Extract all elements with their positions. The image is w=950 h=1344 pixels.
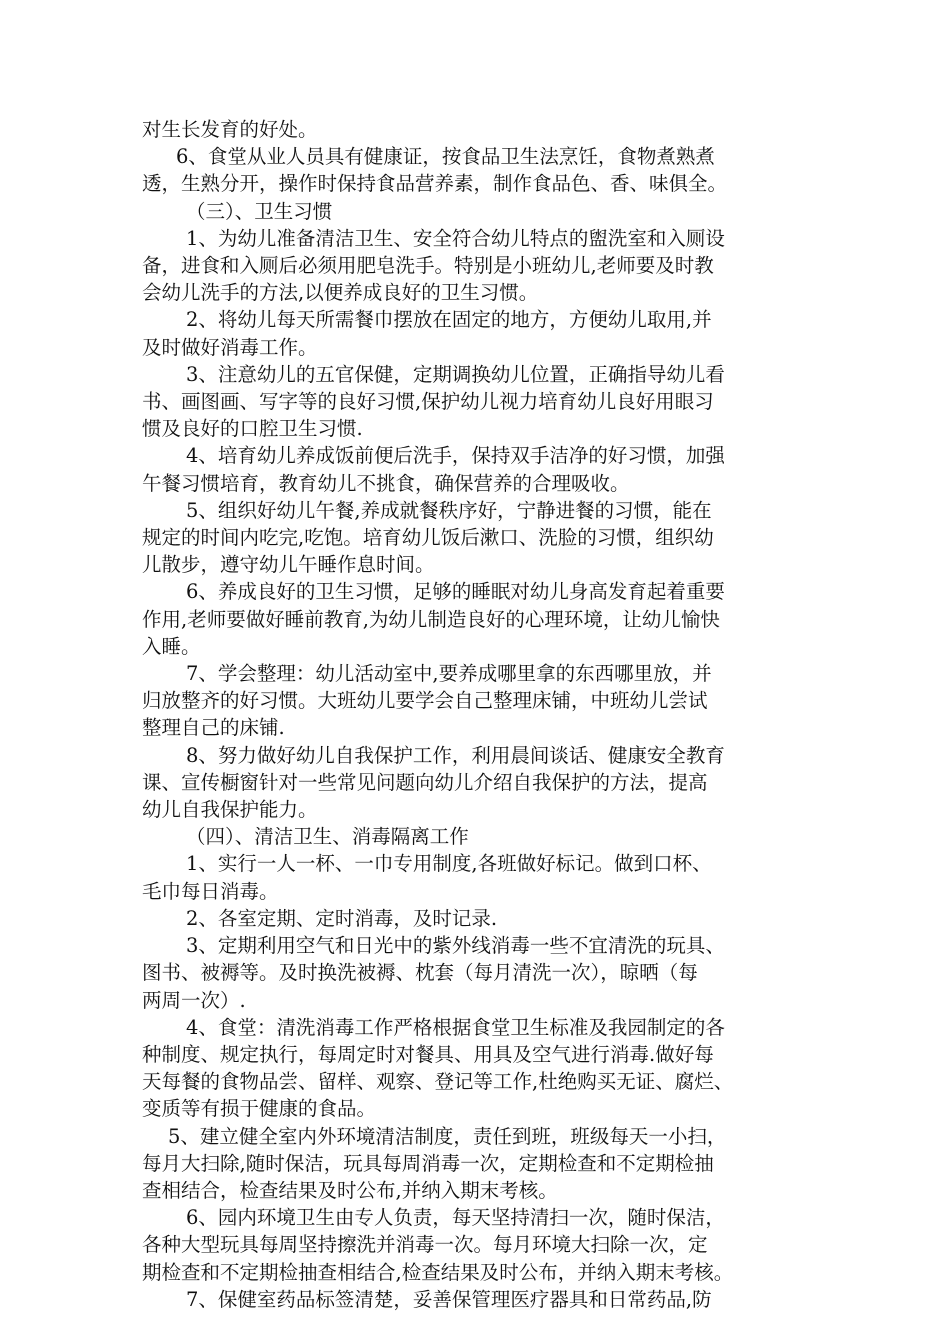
paragraph-line: 整理自己的床铺. (142, 716, 285, 740)
paragraph (142, 905, 822, 932)
paragraph-line: 作用,老师要做好睡前教育,为幼儿制造良好的心理环境，让幼儿愉快 (142, 607, 720, 631)
paragraph (142, 198, 822, 225)
paragraph (142, 1014, 822, 1123)
paragraph (142, 742, 822, 824)
paragraph-line: 5、建立健全室内外环境清洁制度，责任到班，班级每天一小扫， (168, 1124, 727, 1148)
paragraph-line: 午餐习惯培育，教育幼儿不挑食，确保营养的合理吸收。 (142, 471, 630, 495)
paragraph-line: 7、保健室药品标签清楚，妥善保管理医疗器具和日常药品,防 (186, 1287, 712, 1311)
paragraph-line: 书、画图画、写字等的良好习惯,保护幼儿视力培育幼儿良好用眼习 (142, 390, 714, 414)
paragraph-line: 8、努力做好幼儿自我保护工作，利用晨间谈话、健康安全教育 (186, 743, 725, 767)
paragraph-line: （四）、清洁卫生、消毒隔离工作 (186, 825, 469, 849)
paragraph (142, 116, 822, 143)
paragraph-line: 3、注意幼儿的五官保健，定期调换幼儿位置，正确指导幼儿看 (186, 362, 725, 386)
paragraph (142, 932, 822, 1014)
paragraph-line: 及时做好消毒工作。 (142, 335, 318, 359)
paragraph (142, 1123, 822, 1205)
paragraph-line: 3、定期利用空气和日光中的紫外线消毒一些不宜清洗的玩具、 (186, 934, 725, 958)
paragraph (142, 306, 822, 360)
paragraph-line: 入睡。 (142, 634, 201, 658)
paragraph-line: 惯及良好的口腔卫生习惯. (142, 417, 363, 441)
paragraph (142, 1286, 822, 1313)
paragraph-line: 1、实行一人一杯、一巾专用制度,各班做好标记。做到口杯、 (186, 852, 712, 876)
paragraph-line: 幼儿自我保护能力。 (142, 798, 318, 822)
paragraph-line: 1、为幼儿准备清洁卫生、安全符合幼儿特点的盥洗室和入厕设 (186, 226, 725, 250)
paragraph-line: 变质等有损于健康的食品。 (142, 1097, 377, 1121)
paragraph-line: 4、培育幼儿养成饭前便后洗手，保持双手洁净的好习惯，加强 (186, 444, 725, 468)
paragraph (142, 225, 822, 307)
paragraph-line: 天每餐的食物品尝、留样、观察、登记等工作,杜绝购买无证、腐烂、 (142, 1070, 734, 1094)
paragraph-line: 课、宣传橱窗针对一些常见问题向幼儿介绍自我保护的方法，提高 (142, 770, 708, 794)
paragraph-line: 两周一次）. (142, 988, 246, 1012)
paragraph (142, 1204, 822, 1286)
paragraph-line: 各种大型玩具每周坚持擦洗并消毒一次。每月环境大扫除一次，定 (142, 1233, 708, 1257)
paragraph-line: 图书、被褥等。及时换洗被褥、枕套（每月清洗一次），晾晒（每 (142, 961, 698, 985)
paragraph-line: 规定的时间内吃完,吃饱。培育幼儿饭后漱口、洗脸的习惯，组织幼 (142, 526, 714, 550)
paragraph-line: 每月大扫除,随时保洁，玩具每周消毒一次，定期检查和不定期检抽 (142, 1151, 714, 1175)
paragraph (142, 361, 822, 443)
paragraph (142, 578, 822, 660)
paragraph-line: 6、园内环境卫生由专人负责，每天坚持清扫一次，随时保洁， (186, 1206, 725, 1230)
paragraph-line: 儿散步，遵守幼儿午睡作息时间。 (142, 553, 435, 577)
paragraph (142, 850, 822, 904)
paragraph-line: 查相结合，检查结果及时公布,并纳入期末考核。 (142, 1178, 558, 1202)
paragraph-line: 种制度、规定执行，每周定时对餐具、用具及空气进行消毒.做好每 (142, 1042, 714, 1066)
paragraph-line: 2、各室定期、定时消毒，及时记录. (186, 906, 498, 930)
paragraph (142, 823, 822, 850)
paragraph-line: 6、养成良好的卫生习惯，足够的睡眠对幼儿身高发育起着重要 (186, 580, 725, 604)
paragraph (142, 442, 822, 496)
paragraph-line: 2、将幼儿每天所需餐巾摆放在固定的地方，方便幼儿取用,并 (186, 308, 712, 332)
paragraph (142, 660, 822, 742)
paragraph-line: 5、组织好幼儿午餐,养成就餐秩序好，宁静进餐的习惯，能在 (186, 498, 712, 522)
paragraph-line: 对生长发育的好处。 (142, 118, 318, 141)
paragraph-line: 备，进食和入厕后必须用肥皂洗手。特别是小班幼儿,老师要及时教 (142, 254, 714, 278)
paragraph-line: 归放整齐的好习惯。大班幼儿要学会自己整理床铺，中班幼儿尝试 (142, 689, 708, 713)
paragraph-line: 期检查和不定期检抽查相结合,检查结果及时公布，并纳入期末考核。 (142, 1260, 734, 1284)
paragraph-line: 会幼儿洗手的方法,以便养成良好的卫生习惯。 (142, 281, 539, 305)
paragraph-line: 6、食堂从业人员具有健康证，按食品卫生法烹饪，食物煮熟煮 (176, 145, 715, 169)
paragraph-line: 4、食堂：清洗消毒工作严格根据食堂卫生标准及我园制定的各 (186, 1015, 725, 1039)
paragraph (142, 143, 822, 197)
paragraph-line: 透，生熟分开，操作时保持食品营养素，制作食品色、香、味俱全。 (142, 172, 728, 196)
document-body (142, 116, 822, 1313)
paragraph-line: 7、学会整理：幼儿活动室中,要养成哪里拿的东西哪里放，并 (186, 662, 712, 686)
paragraph (142, 497, 822, 579)
paragraph-line: （三）、卫生习惯 (186, 199, 333, 223)
paragraph-line: 毛巾每日消毒。 (142, 879, 279, 903)
